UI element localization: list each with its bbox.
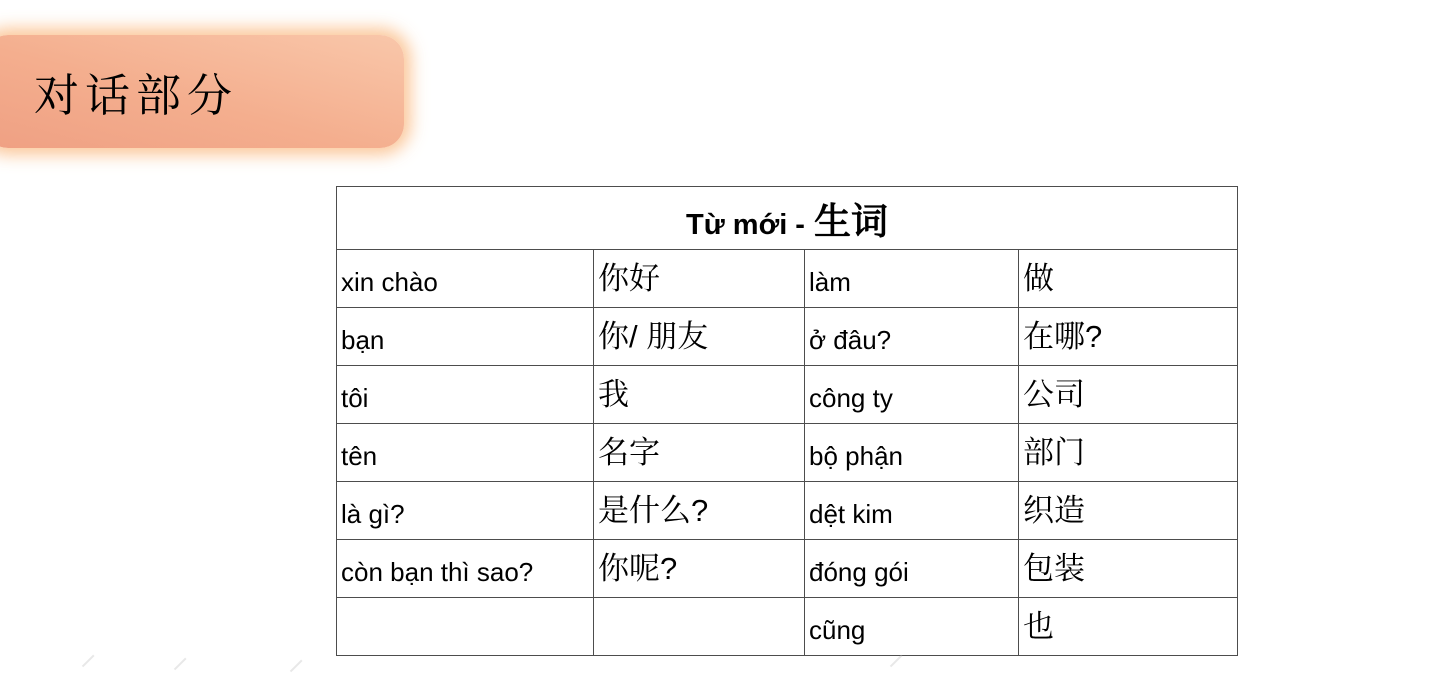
table-cell: 名字: [594, 424, 805, 482]
table-cell: 我: [594, 366, 805, 424]
title-banner: [0, 35, 404, 148]
table-cell: 也: [1019, 598, 1238, 656]
table-row: [337, 366, 1238, 424]
table-cell: 你好: [594, 250, 805, 308]
faint-watermark: [290, 660, 302, 672]
table-cell: còn bạn thì sao?: [337, 540, 594, 598]
table-cell: bộ phận: [805, 424, 1019, 482]
faint-watermark: [174, 658, 186, 670]
table-cell: 你呢?: [594, 540, 805, 598]
table-header-row: [337, 187, 1238, 250]
faint-watermark: [890, 655, 902, 667]
table-title-latin: Từ mới -: [686, 209, 805, 241]
table-title-cjk: 生词: [813, 201, 888, 242]
table-cell: 做: [1019, 250, 1238, 308]
table-cell: 包装: [1019, 540, 1238, 598]
table-row: [337, 424, 1238, 482]
table-cell: dệt kim: [805, 482, 1019, 540]
table-cell: 部门: [1019, 424, 1238, 482]
table-cell: 织造: [1019, 482, 1238, 540]
table-cell: [337, 598, 594, 656]
table-cell: là gì?: [337, 482, 594, 540]
table-cell: đóng gói: [805, 540, 1019, 598]
table-cell: 在哪?: [1019, 308, 1238, 366]
table-cell: cũng: [805, 598, 1019, 656]
table-cell: ở đâu?: [805, 308, 1019, 366]
table-cell: xin chào: [337, 250, 594, 308]
table-row: [337, 250, 1238, 308]
table-cell: tôi: [337, 366, 594, 424]
table-cell: công ty: [805, 366, 1019, 424]
slide-title: 对话部分: [34, 70, 239, 121]
table-row: [337, 308, 1238, 366]
table-cell: tên: [337, 424, 594, 482]
table-cell: 公司: [1019, 366, 1238, 424]
table-cell: 你/ 朋友: [594, 308, 805, 366]
table-cell: bạn: [337, 308, 594, 366]
table-cell: làm: [805, 250, 1019, 308]
table-row: [337, 482, 1238, 540]
table-title: [341, 191, 1233, 245]
table-row: [337, 540, 1238, 598]
table-cell: 是什么?: [594, 482, 805, 540]
table-row: [337, 598, 1238, 656]
vocabulary-table: [336, 186, 1238, 656]
table-cell: [594, 598, 805, 656]
table-title-cell: [337, 187, 1238, 250]
faint-watermark: [82, 655, 94, 667]
